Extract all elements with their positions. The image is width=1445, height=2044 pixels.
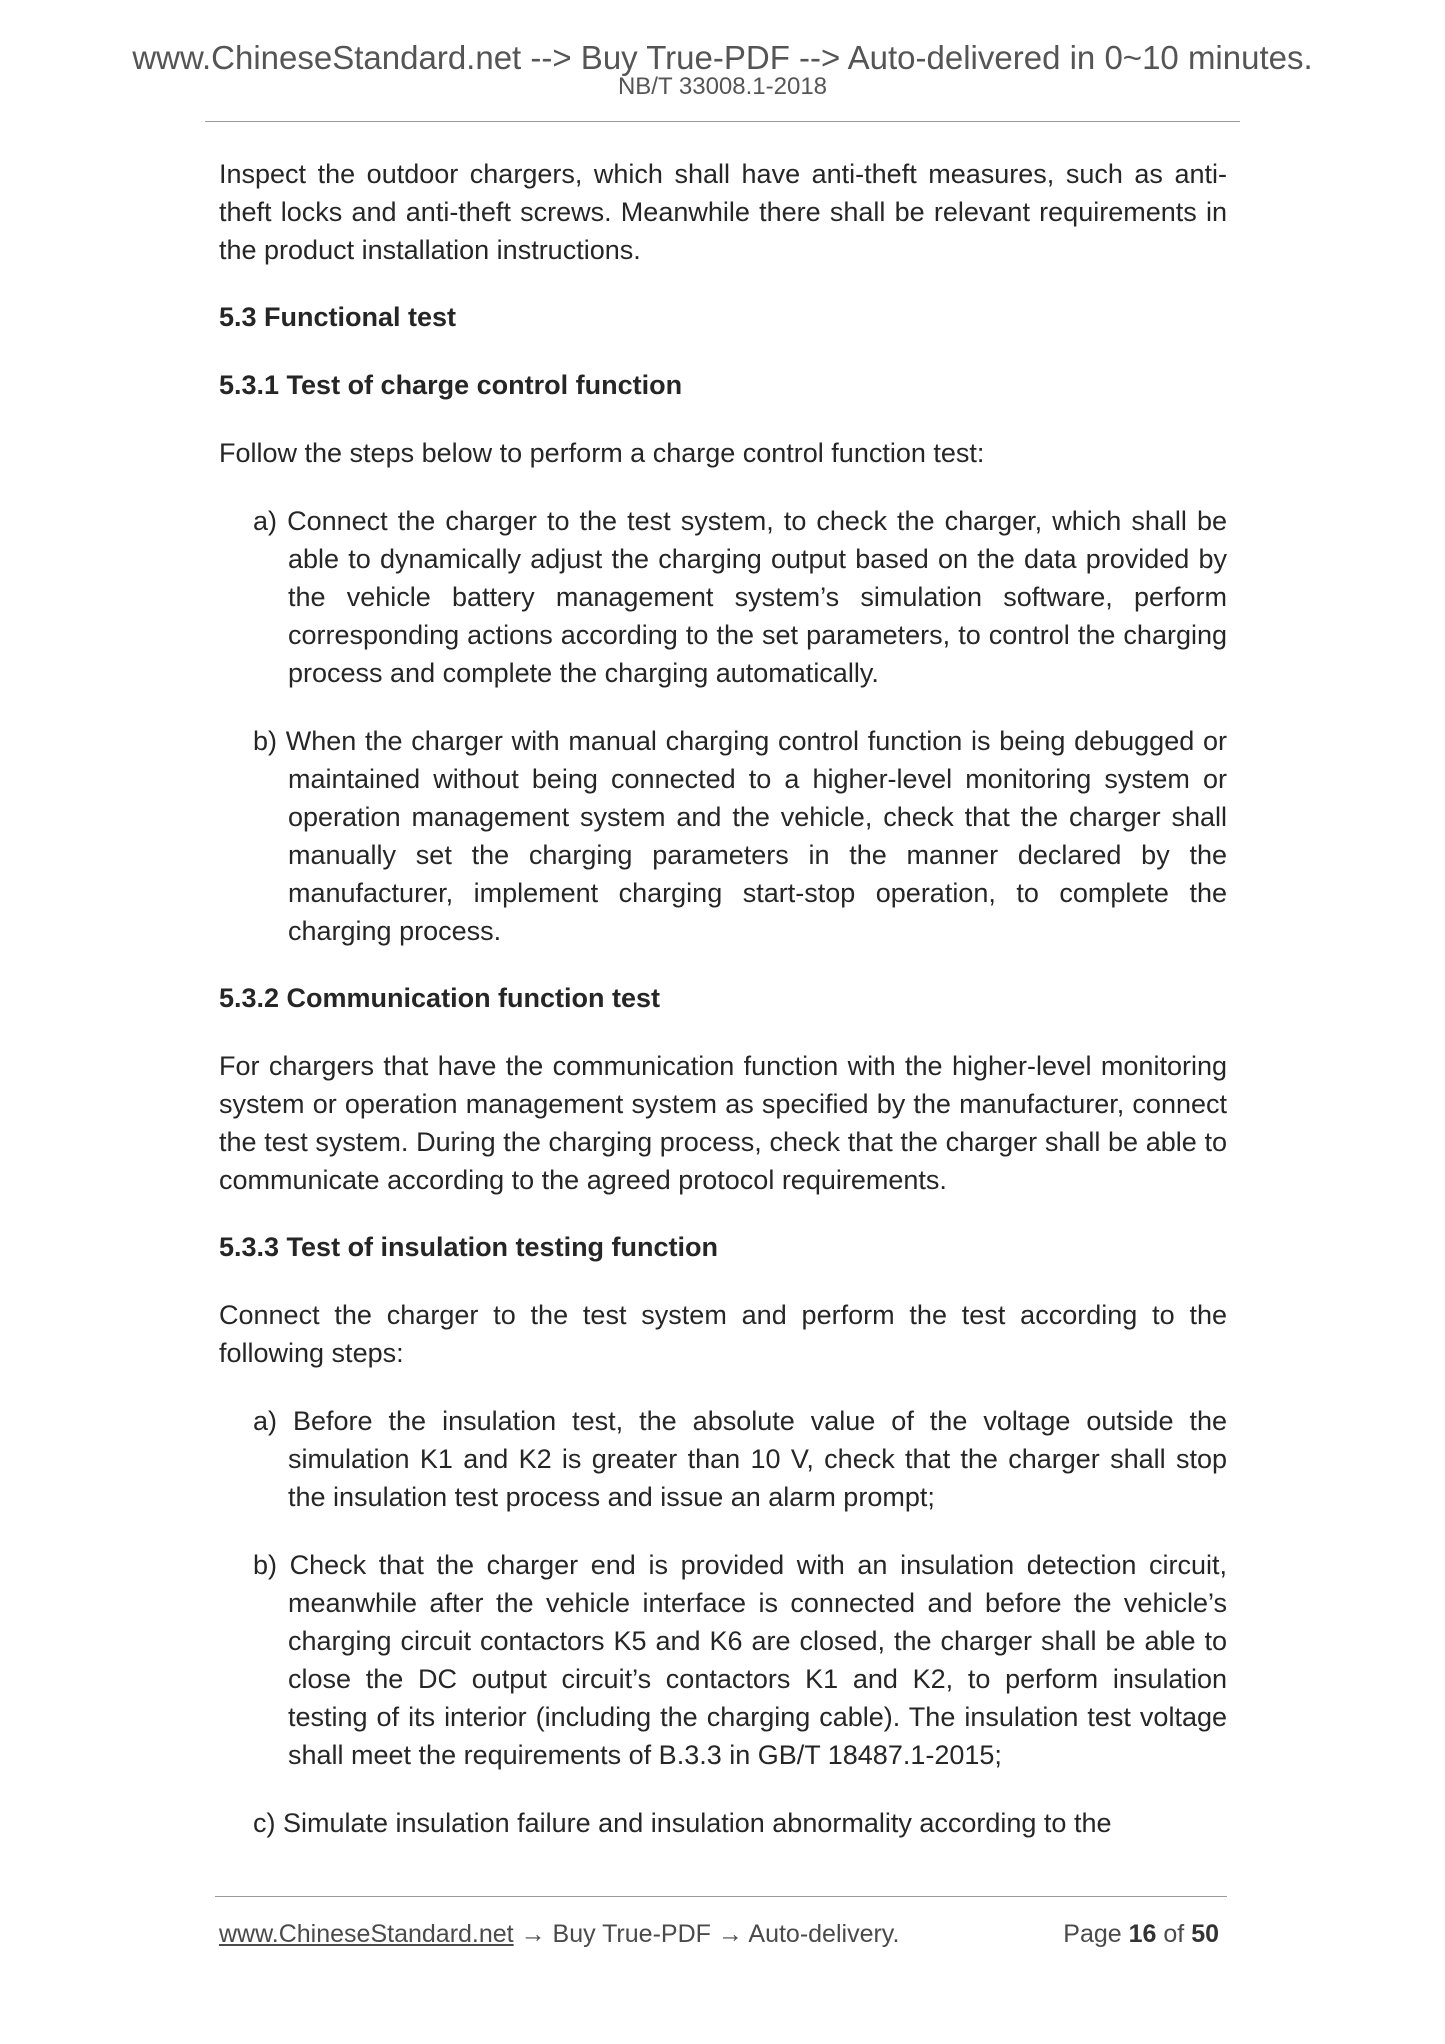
- page-indicator: [1063, 1916, 1219, 1952]
- of-label: of: [1163, 1920, 1185, 1948]
- intro-paragraph: Inspect the outdoor chargers, which shall have anti-theft measures, such as anti-theft locks and anti-theft screws. Meanwhile there shall be relevant requirements in the product installation instructions.: [219, 159, 1227, 265]
- list-item: c) Simulate insulation failure and insulation abnormality according to the: [253, 1808, 1112, 1838]
- total-pages: 50: [1191, 1920, 1219, 1948]
- paragraph-5-3-3: Connect the charger to the test system and perform the test according to the following steps:: [219, 1300, 1227, 1368]
- section-heading-5-3-3: 5.3.3 Test of insulation testing function: [219, 1232, 719, 1262]
- list-item: b) Check that the charger end is provided with an insulation detection circuit, meanwhile after the vehicle interface is connected and before the vehicle’s charging circuit contactors K5 and K6 are closed, the charger shall be able to close the DC output circuit’s contactors K1 and K2, to perform insulation testing of its interior (including the charging cable). The insulation test voltage shall meet the requirements of B.3.3 in GB/T 18487.1-2015;: [253, 1550, 1227, 1770]
- section-heading-5-3: 5.3 Functional test: [219, 302, 457, 332]
- site-banner: www.ChineseStandard.net --> Buy True-PDF --> Auto-delivered in 0~10 minutes.: [132, 39, 1313, 76]
- page-footer: [219, 1916, 1227, 1952]
- section-heading-5-3-1: 5.3.1 Test of charge control function: [219, 370, 683, 400]
- list-item: b) When the charger with manual charging control function is being debugged or maintained without being connected to a higher-level monitoring system or operation management system and the vehicle, check that the charger shall manually set the charging parameters in the manner declared by the manufacturer, implement charging start-stop operation, to complete the charging process.: [253, 726, 1227, 946]
- list-item: a) Connect the charger to the test system, to check the charger, which shall be able to dynamically adjust the charging output based on the data provided by the vehicle battery management system’s simulation software, perform corresponding actions according to the set parameters, to control the charging process and complete the charging automatically.: [253, 506, 1227, 688]
- paragraph-5-3-2: For chargers that have the communication function with the higher-level monitoring system or operation management system as specified by the manufacturer, connect the test system. During the charging process, check that the charger shall be able to communicate according to the agreed protocol requirements.: [219, 1051, 1227, 1195]
- footer-divider: [215, 1896, 1227, 1897]
- page-label: Page: [1063, 1920, 1122, 1948]
- footer-site-link[interactable]: www.ChineseStandard.net: [219, 1920, 514, 1948]
- section-heading-5-3-2: 5.3.2 Communication function test: [219, 983, 661, 1013]
- list-item: a) Before the insulation test, the absolute value of the voltage outside the simulation K1 and K2 is greater than 10 V, check that the charger shall stop the insulation test process and issue an alarm prompt;: [253, 1406, 1227, 1512]
- header-divider: [205, 121, 1240, 122]
- paragraph-5-3-1: Follow the steps below to perform a charge control function test:: [219, 438, 985, 468]
- footer-text: → Buy True-PDF → Auto-delivery.: [513, 1920, 900, 1948]
- document-id: NB/T 33008.1-2018: [617, 73, 828, 100]
- page-content: [219, 155, 1227, 1842]
- page-number: 16: [1128, 1920, 1157, 1948]
- footer-left: [219, 1916, 899, 1952]
